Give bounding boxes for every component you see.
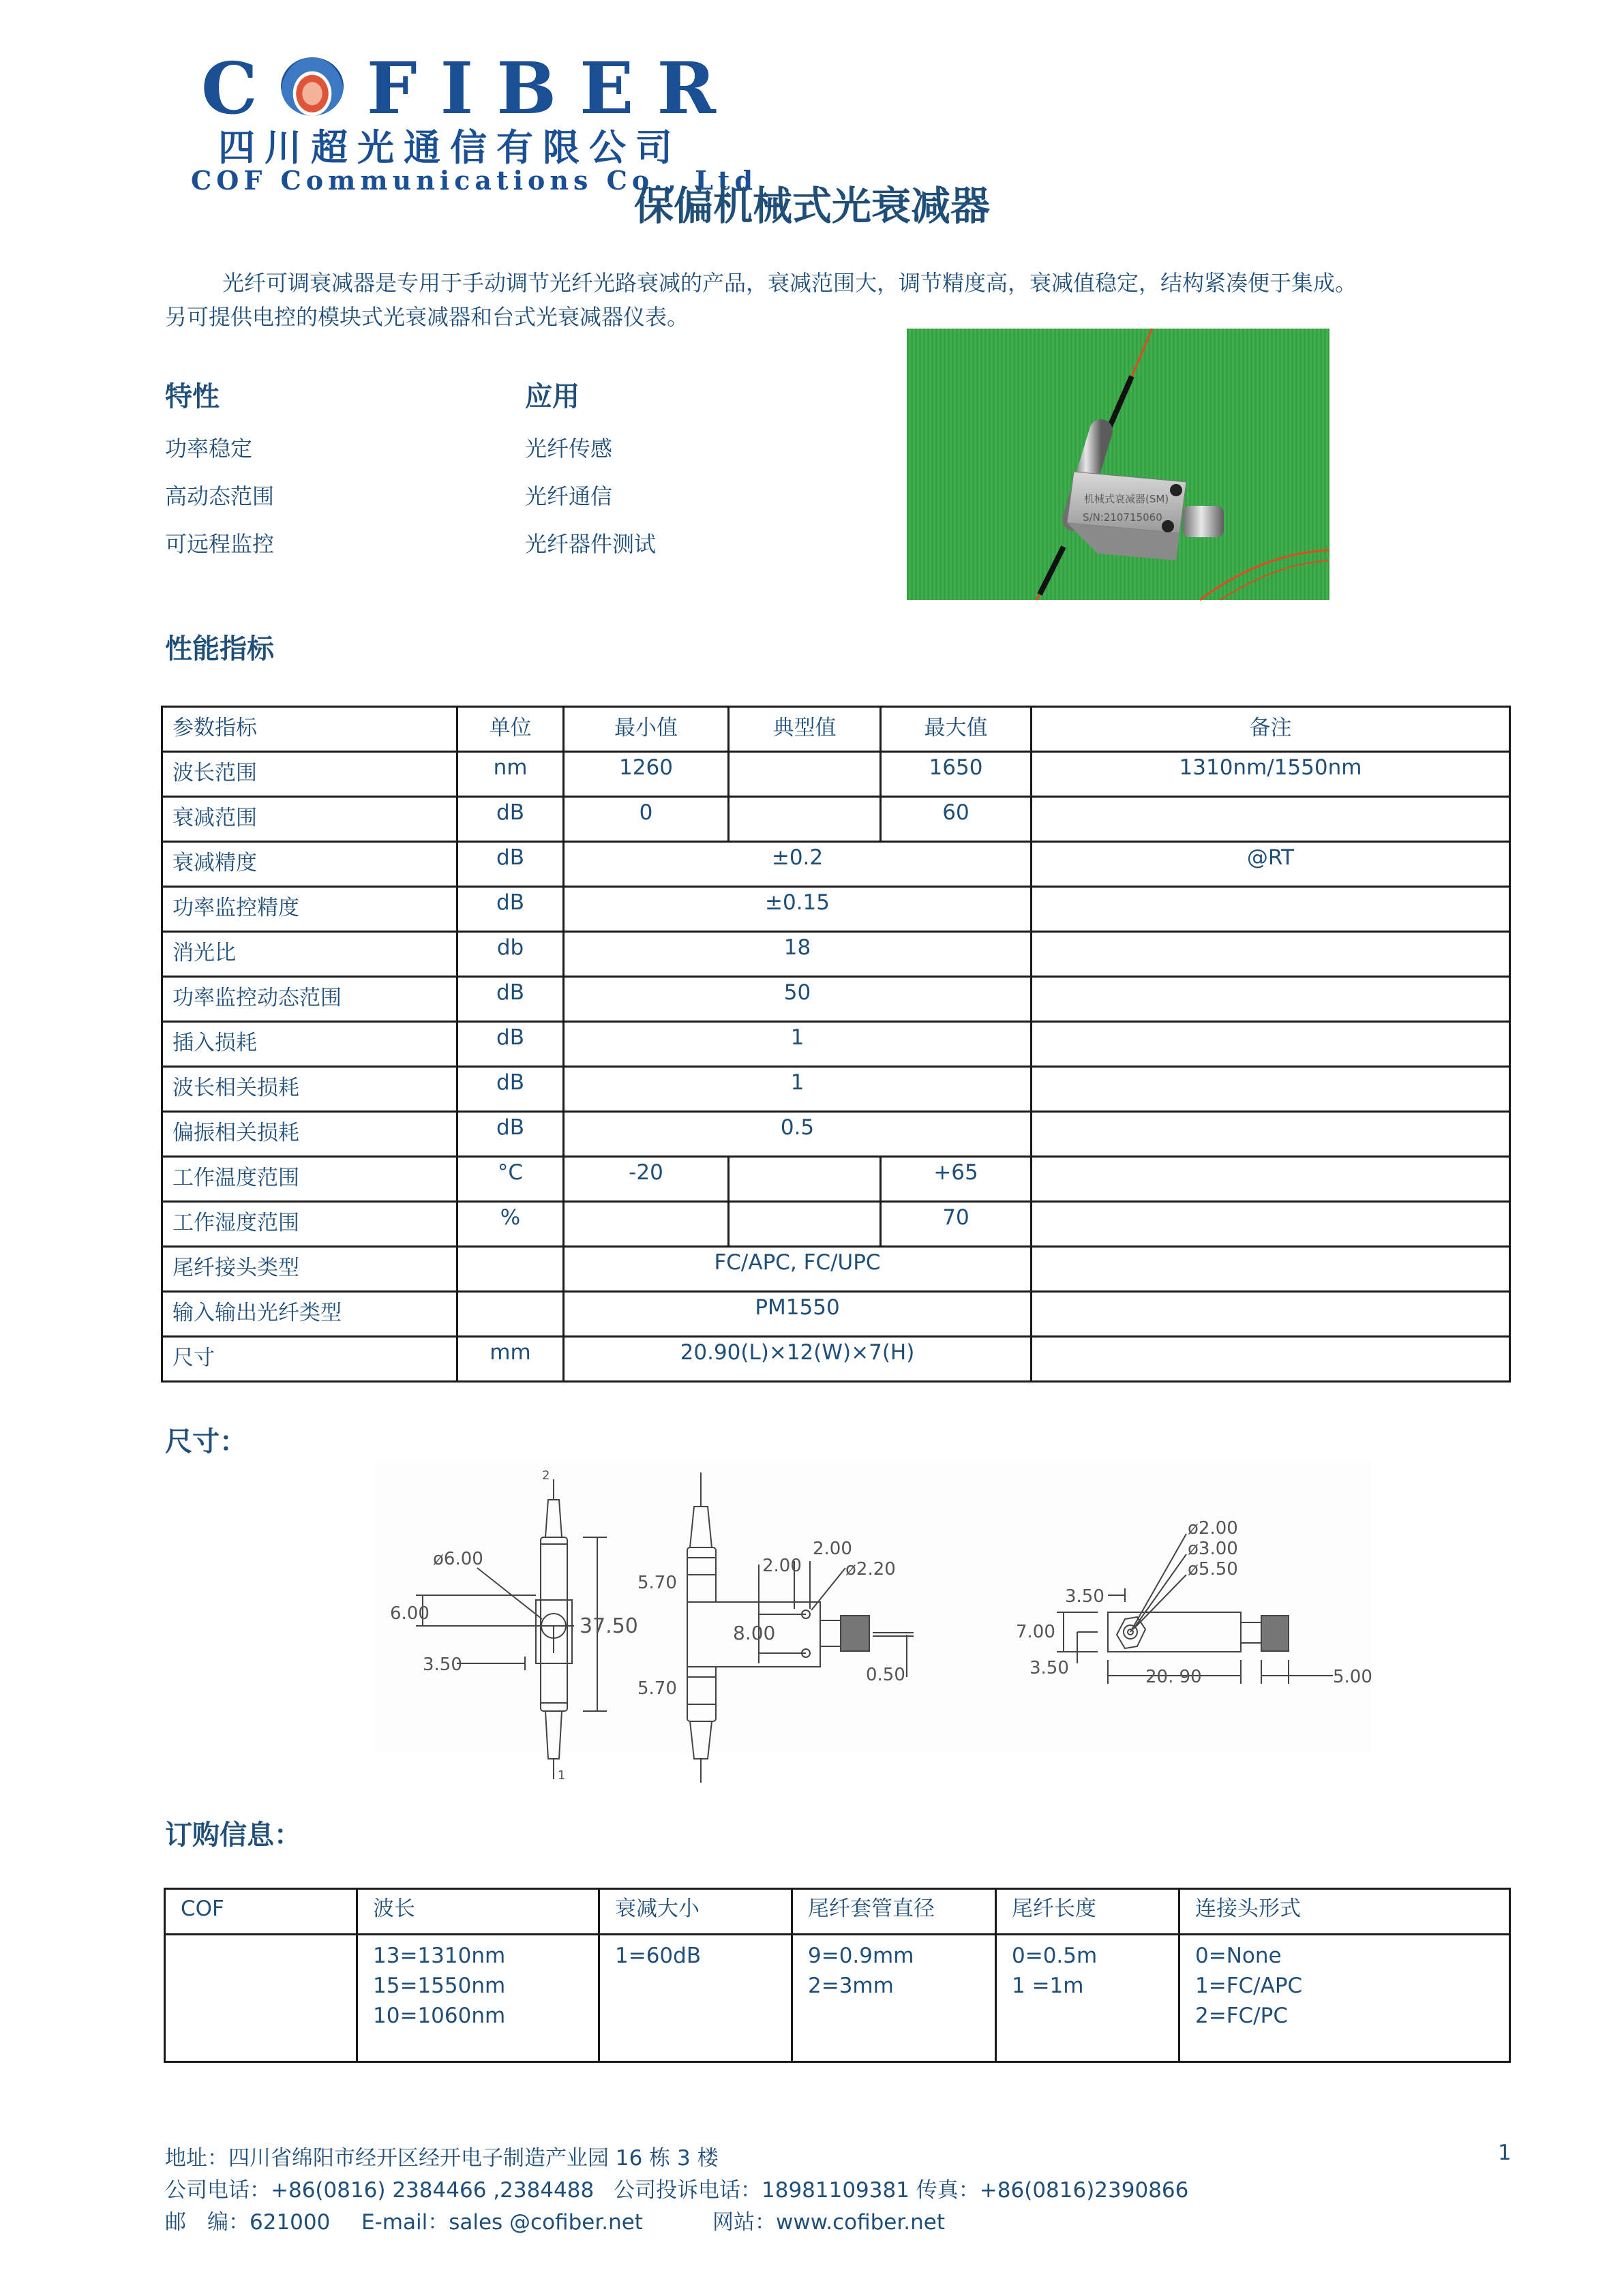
param-min: 0: [564, 797, 729, 842]
page-number: 1: [1498, 2141, 1512, 2165]
param-name: 波长范围: [162, 752, 457, 797]
footer-email[interactable]: E-mail：sales @cofiber.net: [361, 2210, 643, 2235]
logo-fiber-icon: [281, 57, 344, 116]
table-header-row: [162, 707, 1510, 752]
param-max: 70: [881, 1202, 1032, 1247]
intro-paragraph: [165, 266, 1512, 334]
applications-heading: 应用: [525, 380, 580, 412]
column-header: 最大值: [881, 707, 1032, 752]
table-row: [162, 842, 1510, 887]
svg-text:3.50: 3.50: [1065, 1586, 1104, 1607]
logo-letters-fiber: FIBER: [366, 46, 739, 130]
param-min: [564, 1202, 729, 1247]
logo-wordmark: [201, 48, 739, 130]
page-title: 保偏机械式光衰减器: [633, 183, 990, 229]
option-value: 1=FC/APC: [1195, 1974, 1303, 1998]
param-typ: [729, 797, 881, 842]
option-value: 2=FC/PC: [1195, 2004, 1288, 2028]
param-name: 波长相关损耗: [162, 1067, 457, 1112]
param-name: 消光比: [162, 932, 457, 977]
param-name: 衰减精度: [162, 842, 457, 887]
param-max: 60: [881, 797, 1032, 842]
svg-text:机械式衰减器(SM): 机械式衰减器(SM): [1084, 493, 1169, 505]
mechanical-drawing-icon: [375, 1459, 1372, 1783]
param-unit: dB: [457, 977, 564, 1022]
column-header: 尾纤套管直径: [792, 1889, 996, 1935]
svg-text:5.70: 5.70: [637, 1573, 677, 1593]
param-note: [1032, 887, 1510, 932]
param-note: [1032, 1157, 1510, 1202]
svg-text:2: 2: [542, 1468, 550, 1483]
param-value: ±0.15: [564, 887, 1032, 932]
option-value: 13=1310nm: [373, 1944, 506, 1968]
column-header: 参数指标: [162, 707, 457, 752]
column-header: 最小值: [564, 707, 729, 752]
param-max: 1650: [881, 752, 1032, 797]
param-name: 尺寸: [162, 1337, 457, 1382]
order-table: [164, 1888, 1511, 2063]
param-typ: [729, 1202, 881, 1247]
svg-text:20. 90: 20. 90: [1145, 1667, 1202, 1687]
order-tube-diameter-cell: [792, 1935, 996, 2062]
param-unit: °C: [457, 1157, 564, 1202]
order-heading: 订购信息：: [165, 1819, 301, 1851]
param-typ: [729, 1157, 881, 1202]
svg-text:ø3.00: ø3.00: [1188, 1539, 1238, 1559]
option-value: 0=None: [1195, 1944, 1282, 1968]
footer-postcode: 邮 编：621000: [165, 2210, 331, 2235]
param-note: @RT: [1032, 842, 1510, 887]
param-note: [1032, 797, 1510, 842]
svg-text:6.00: 6.00: [390, 1603, 430, 1624]
param-note: [1032, 1112, 1510, 1157]
param-unit: db: [457, 932, 564, 977]
table-row: [162, 932, 1510, 977]
param-name: 工作温度范围: [162, 1157, 457, 1202]
param-unit: dB: [457, 1022, 564, 1067]
footer-phone: 公司电话：+86(0816) 2384466 ,2384488: [165, 2178, 595, 2203]
param-note: [1032, 1202, 1510, 1247]
application-item: 光纤器件测试: [525, 531, 657, 557]
svg-text:7.00: 7.00: [1016, 1622, 1055, 1642]
dimension-drawing: [375, 1459, 1372, 1783]
table-row: [162, 887, 1510, 932]
svg-text:1: 1: [558, 1768, 566, 1783]
column-header: 连接头形式: [1179, 1889, 1510, 1935]
param-unit: nm: [457, 752, 564, 797]
table-header-row: [165, 1889, 1510, 1935]
svg-text:5.00: 5.00: [1333, 1667, 1372, 1687]
param-unit: %: [457, 1202, 564, 1247]
feature-item: 高动态范围: [165, 483, 275, 509]
svg-text:S/N:210715060: S/N:210715060: [1083, 511, 1162, 524]
order-connector-cell: [1179, 1935, 1510, 2062]
column-header: 衰减大小: [599, 1889, 792, 1935]
svg-text:8.00: 8.00: [733, 1622, 776, 1644]
option-value: 2=3mm: [808, 1974, 894, 1998]
table-row: [162, 1112, 1510, 1157]
param-note: [1032, 1337, 1510, 1382]
param-name: 衰减范围: [162, 797, 457, 842]
column-header: 尾纤长度: [996, 1889, 1179, 1935]
company-name-cn: 四川超光通信有限公司: [218, 126, 682, 169]
param-unit: mm: [457, 1337, 564, 1382]
column-header: 典型值: [729, 707, 881, 752]
param-unit: dB: [457, 1112, 564, 1157]
param-value: 20.90(L)×12(W)×7(H): [564, 1337, 1032, 1382]
param-unit: [457, 1247, 564, 1292]
param-name: 功率监控精度: [162, 887, 457, 932]
svg-text:0.50: 0.50: [866, 1665, 905, 1685]
application-item: 光纤传感: [525, 436, 613, 462]
intro-line-2: 另可提供电控的模块式光衰减器和台式光衰减器仪表。: [165, 304, 689, 330]
svg-text:5.70: 5.70: [637, 1678, 677, 1699]
param-note: [1032, 977, 1510, 1022]
option-value: 9=0.9mm: [808, 1944, 914, 1968]
param-value: 0.5: [564, 1112, 1032, 1157]
param-min: -20: [564, 1157, 729, 1202]
param-unit: dB: [457, 887, 564, 932]
footer-website[interactable]: 网站：www.cofiber.net: [712, 2210, 945, 2235]
param-note: 1310nm/1550nm: [1032, 752, 1510, 797]
column-header: 波长: [357, 1889, 599, 1935]
column-header: 备注: [1032, 707, 1510, 752]
param-unit: dB: [457, 797, 564, 842]
features-heading: 特性: [165, 380, 220, 412]
table-row: [162, 1202, 1510, 1247]
table-row: [162, 1157, 1510, 1202]
param-value: 1: [564, 1067, 1032, 1112]
svg-text:ø2.00: ø2.00: [1188, 1518, 1238, 1539]
footer-complaint-fax: 公司投诉电话：18981109381 传真：+86(0816)2390866: [614, 2178, 1189, 2203]
spec-heading: 性能指标: [165, 633, 274, 665]
table-row: [165, 1935, 1510, 2062]
param-name: 插入损耗: [162, 1022, 457, 1067]
company-name-en: COF Communications Co., Ltd: [191, 165, 758, 196]
logo-letter-c: C: [201, 46, 281, 130]
svg-text:2.00: 2.00: [813, 1539, 852, 1559]
param-unit: dB: [457, 1067, 564, 1112]
param-unit: dB: [457, 842, 564, 887]
svg-text:3.50: 3.50: [423, 1655, 462, 1675]
param-value: 1: [564, 1022, 1032, 1067]
svg-text:ø6.00: ø6.00: [433, 1549, 483, 1569]
svg-text:2.00: 2.00: [762, 1556, 802, 1576]
param-name: 工作湿度范围: [162, 1202, 457, 1247]
intro-line-1: 光纤可调衰减器是专用于手动调节光纤光路衰减的产品，衰减范围大，调节精度高，衰减值稳定，结构紧凑便于集成。: [222, 270, 1357, 296]
table-row: [162, 1022, 1510, 1067]
svg-text:3.50: 3.50: [1029, 1658, 1069, 1678]
product-photo: [907, 329, 1329, 600]
param-max: +65: [881, 1157, 1032, 1202]
feature-item: 功率稳定: [165, 436, 253, 462]
spec-table: [161, 706, 1511, 1383]
table-row: [162, 1247, 1510, 1292]
footer-address: 地址：四川省绵阳市经开区经开电子制造产业园 16 栋 3 楼: [165, 2146, 719, 2171]
order-wavelength-cell: [357, 1935, 599, 2062]
svg-text:37.50: 37.50: [580, 1614, 638, 1638]
svg-text:ø2.20: ø2.20: [845, 1559, 896, 1580]
application-item: 光纤通信: [525, 483, 613, 509]
param-name: 偏振相关损耗: [162, 1112, 457, 1157]
option-value: 1=60dB: [615, 1944, 702, 1968]
table-row: [162, 752, 1510, 797]
param-name: 功率监控动态范围: [162, 977, 457, 1022]
column-header: 单位: [457, 707, 564, 752]
table-row: [162, 1292, 1510, 1337]
param-value: PM1550: [564, 1292, 1032, 1337]
table-row: [162, 1337, 1510, 1382]
option-value: 1 =1m: [1012, 1974, 1084, 1998]
table-row: [162, 977, 1510, 1022]
param-value: ±0.2: [564, 842, 1032, 887]
param-value: FC/APC, FC/UPC: [564, 1247, 1032, 1292]
param-value: 50: [564, 977, 1032, 1022]
feature-item: 可远程监控: [165, 531, 275, 557]
param-note: [1032, 1067, 1510, 1112]
dimension-heading: 尺寸：: [165, 1425, 247, 1457]
param-value: 18: [564, 932, 1032, 977]
option-value: 15=1550nm: [373, 1974, 506, 1998]
company-logo: [187, 46, 883, 196]
column-header: COF: [165, 1889, 357, 1935]
table-row: [162, 797, 1510, 842]
order-fiber-length-cell: [996, 1935, 1179, 2062]
order-attenuation-cell: [599, 1935, 792, 2062]
attenuator-photo-icon: [907, 329, 1329, 600]
svg-text:ø5.50: ø5.50: [1188, 1559, 1238, 1580]
param-note: [1032, 932, 1510, 977]
param-note: [1032, 1292, 1510, 1337]
param-name: 输入输出光纤类型: [162, 1292, 457, 1337]
option-value: 0=0.5m: [1012, 1944, 1098, 1968]
order-cof-cell: [165, 1935, 357, 2062]
param-min: 1260: [564, 752, 729, 797]
param-note: [1032, 1247, 1510, 1292]
param-name: 尾纤接头类型: [162, 1247, 457, 1292]
param-unit: [457, 1292, 564, 1337]
param-typ: [729, 752, 881, 797]
table-row: [162, 1067, 1510, 1112]
param-note: [1032, 1022, 1510, 1067]
option-value: 10=1060nm: [373, 2004, 506, 2028]
